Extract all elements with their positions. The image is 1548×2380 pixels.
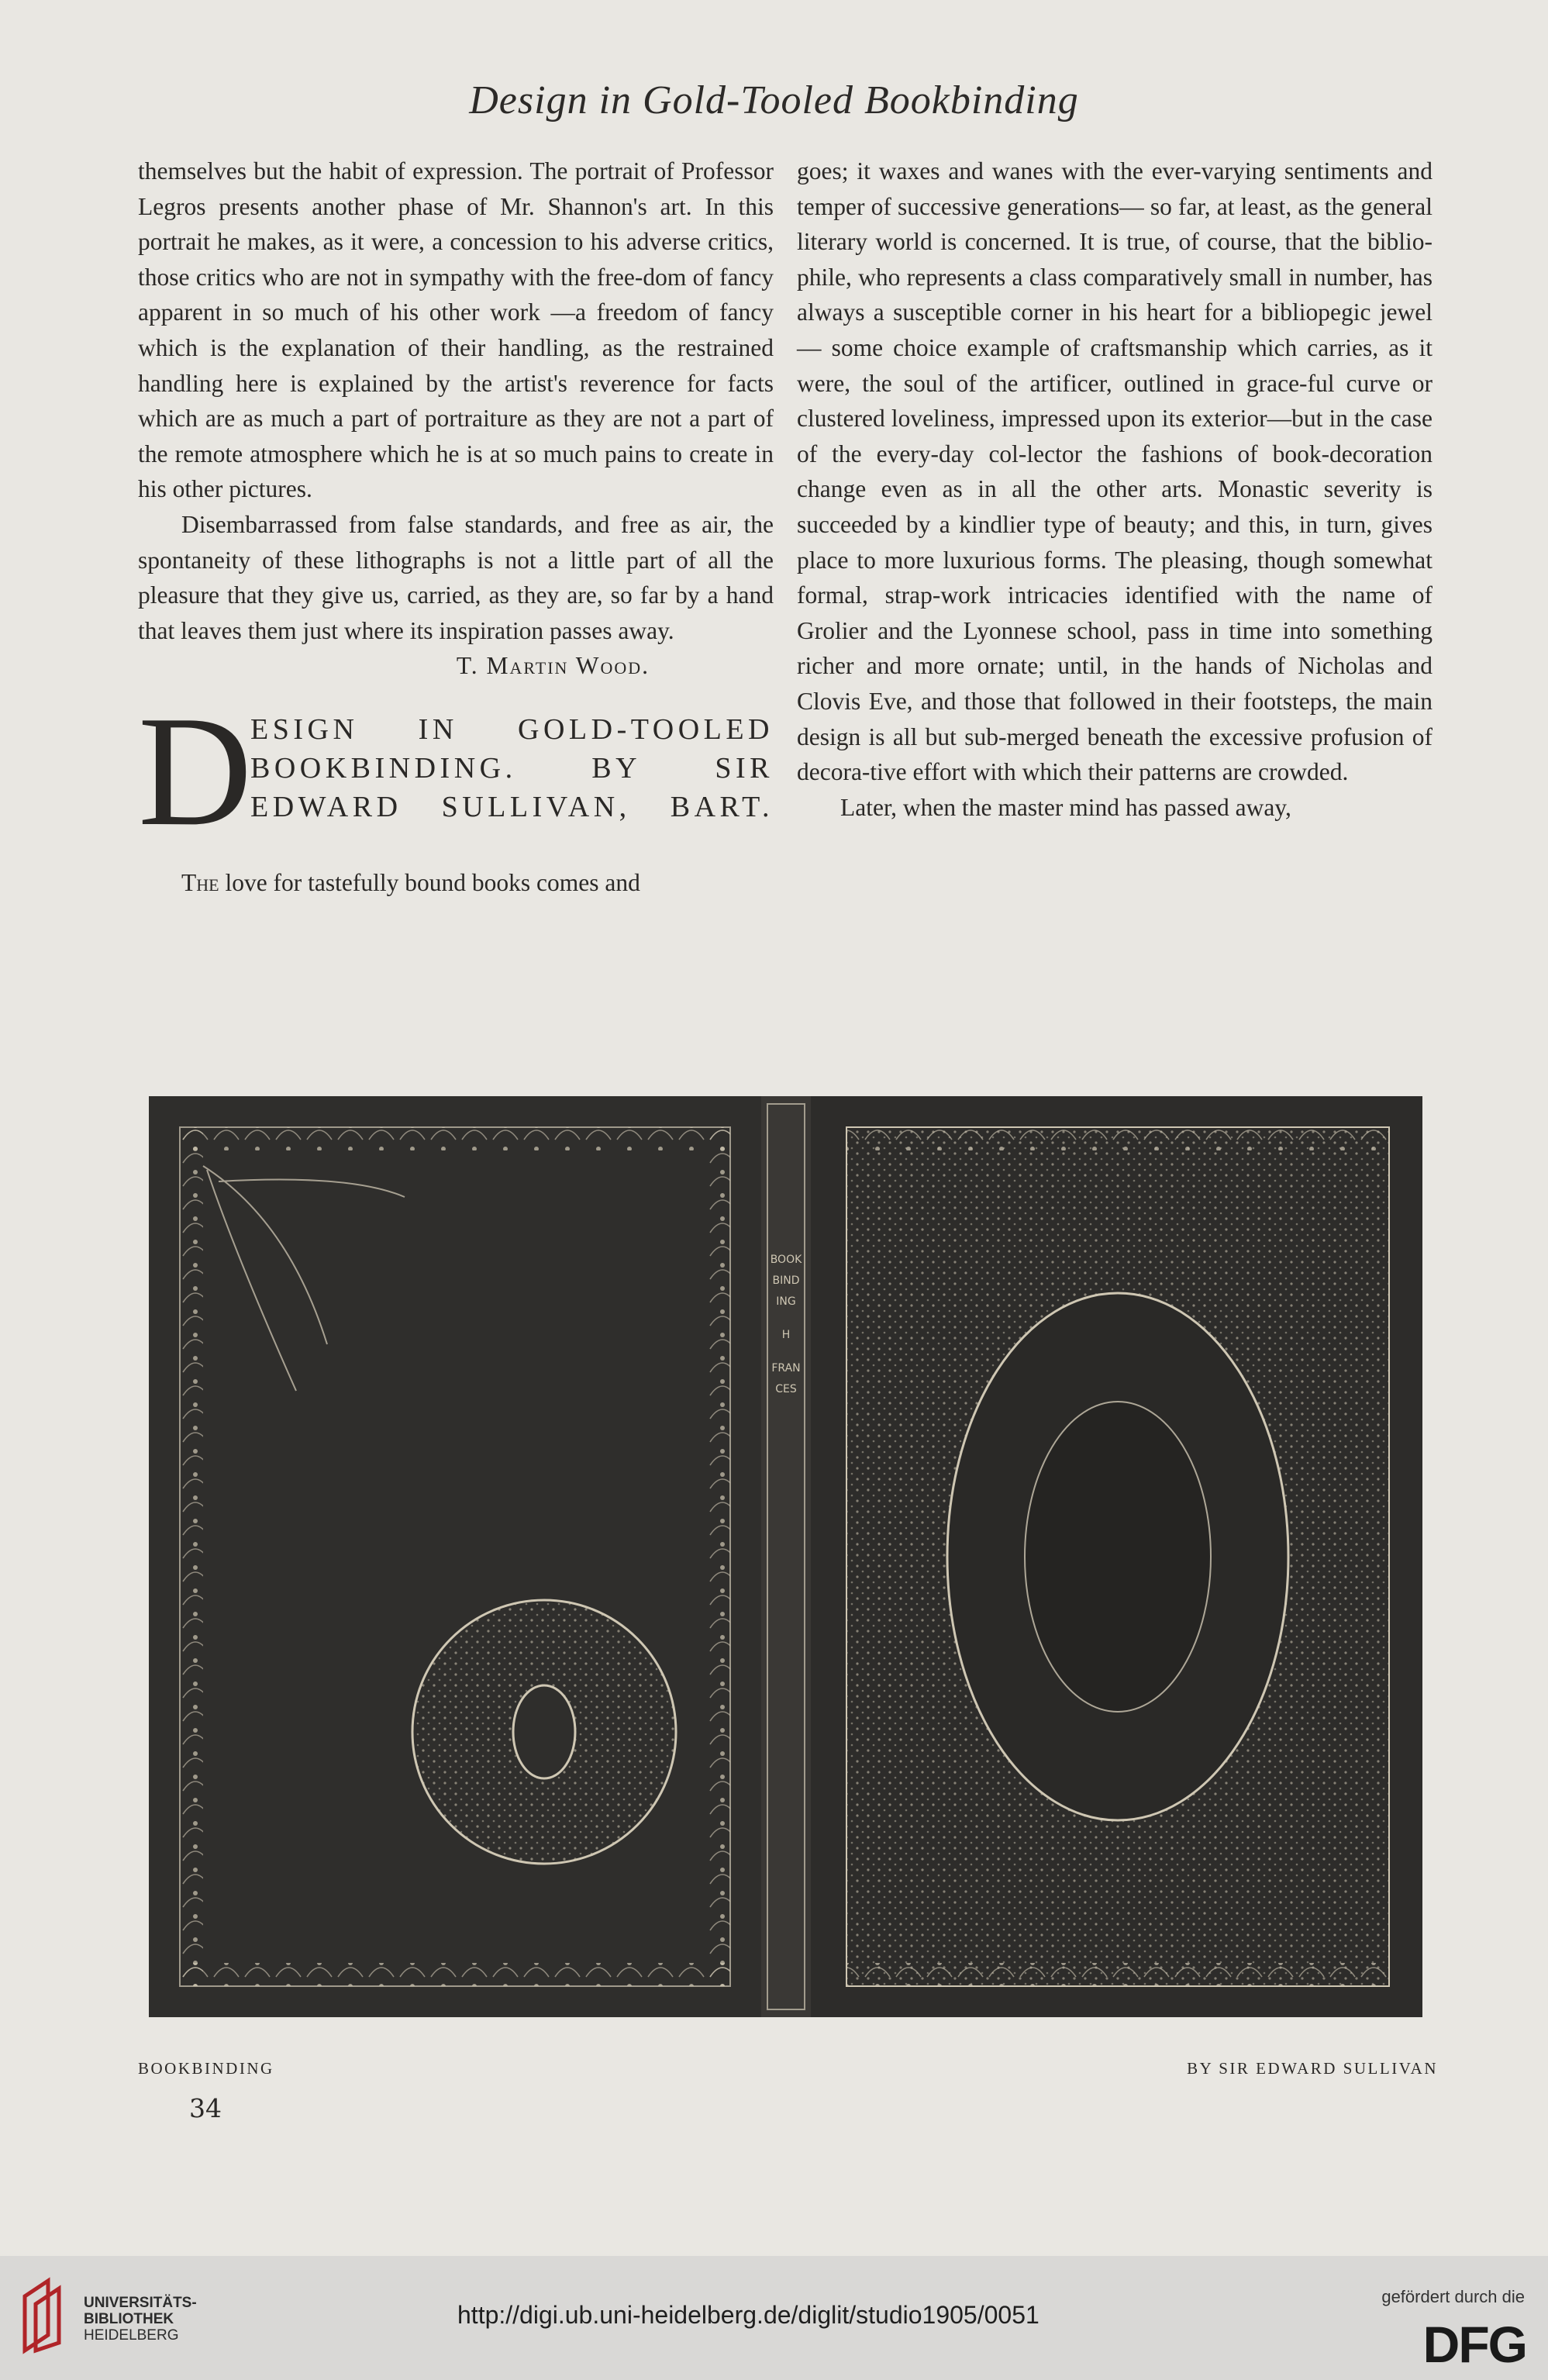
right-paragraph-1: goes; it waxes and wanes with the ever-varying sentiments and temper of successive generations— so far, at least, as the general literary world is concerned. It is true, of course, that the biblio-phile, who represents a class comparatively small in number, has always a susceptible corner in his heart for a bibliopegic jewel — some choice example of craftsmanship which carries, as it were, the soul of the artificer, outlined in grace-ful curve or clustered loveliness, impressed upon its exterior—but in the case of the every-day col-lector the fashions of book-decoration change even as in all the other arts. Monastic severity is succeeded by a kindlier type of beauty; and this, in turn, gives place to more luxurious forms. The pleasing, though somewhat formal, strap-work intricacies identified with the name of Grolier and the Lyonnese school, pass in time into something richer and more ornate; until, in the hands of Nicholas and Clovis Eve, and those that followed in their footsteps, the main design is all but sub-merged beneath the excessive profusion of decora-tive effort with which their patterns are crowded. [797, 157, 1433, 786]
spine-line-5: FRAN [771, 1362, 801, 1375]
bookbinding-drawing [149, 1096, 1422, 2017]
library-line-2: BIBLIOTHEK [84, 2311, 174, 2327]
front-cover [149, 1096, 761, 2017]
library-line-3: HEIDELBERG [84, 2327, 179, 2344]
sponsor-line: gefördert durch die [1381, 2287, 1525, 2306]
right-column [797, 153, 1433, 825]
front-cover-fleuron-band-bottom [180, 1963, 730, 1986]
left-paragraph-3 [138, 865, 774, 901]
spine-line-1: BOOK [770, 1254, 802, 1266]
bookbinding-illustration [149, 1096, 1422, 2017]
left-column [138, 153, 774, 901]
heading-line-2: BOOKBINDING. BY SIR [250, 751, 774, 785]
back-cover-fleuron-band-bottom [846, 1963, 1389, 1986]
library-line-1: UNIVERSITÄTS- [84, 2295, 197, 2311]
page-number: 34 [189, 2093, 222, 2123]
author-signature: T. Martin Wood. [456, 652, 650, 680]
caption-right: BY SIR EDWARD SULLIVAN [1187, 2059, 1438, 2078]
heading-line-3: EDWARD SULLIVAN, BART. [250, 790, 774, 823]
spine-line-6: CES [775, 1383, 797, 1395]
back-cover-centre-inner [1025, 1402, 1211, 1712]
lead-word: The [181, 868, 219, 896]
dfg-logo: DFG [1422, 2316, 1526, 2373]
back-cover-fleuron-band [846, 1127, 1389, 1150]
caption-left: BOOKBINDING [138, 2059, 274, 2078]
source-url-link[interactable]: http://digi.ub.uni-heidelberg.de/diglit/studio1905/0051 [457, 2301, 1039, 2329]
digitization-footer [0, 2256, 1548, 2380]
left-paragraph-2: Disembarrassed from false standards, and free as air, the spontaneity of these lithographs is not a little part of all the pleasure that they give us, carried, as they are, so far by a hand that leaves them just where its inspiration passes away. [138, 510, 774, 644]
spine-line-2: BIND [772, 1275, 800, 1287]
front-cover-fleuron-band-left [180, 1127, 203, 1986]
right-paragraph-2: Later, when the master mind has passed away, [840, 793, 1291, 821]
front-cover-fleuron-band [180, 1127, 730, 1150]
left-paragraph-3-text: love for tastefully bound books comes and [225, 868, 640, 896]
spine-line-3: ING [776, 1295, 796, 1308]
spine-line-4: H [781, 1329, 791, 1341]
article-heading [138, 683, 774, 865]
front-cover-fleuron-band-right [707, 1127, 730, 1986]
running-head: Design in Gold-Tooled Bookbinding [469, 78, 1079, 122]
medallion-center [513, 1685, 575, 1778]
spine [761, 1096, 811, 2017]
left-paragraph-1: themselves but the habit of expression. The portrait of Professor Legros presents another phase of Mr. Shannon's art. In this portrait he makes, as it were, a concession to his adverse critics, those critics who are not in sympathy with the free-dom of fancy apparent in so much of his other work —a freedom of fancy which is the explanation of their handling, as the restrained handling here is explained by the artist's reverence for facts which are as much a part of portraiture as they are not a part of the remote atmosphere which he is at so much pains to create in his other pictures. [138, 157, 774, 503]
drop-cap: D [138, 683, 253, 859]
heading-line-1: ESIGN IN GOLD-TOOLED [250, 712, 774, 746]
library-name [84, 2295, 197, 2344]
library-logo-icon [17, 2273, 71, 2358]
